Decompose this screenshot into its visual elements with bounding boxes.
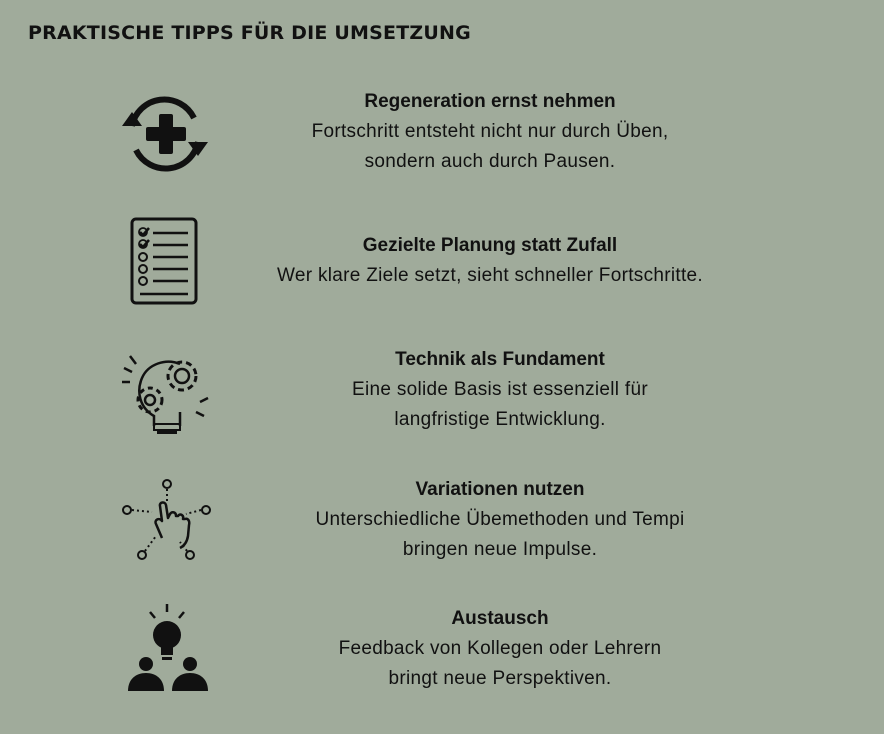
tip-text <box>240 231 740 291</box>
tip-heading: Technik als Fundament <box>395 349 605 370</box>
tip-text <box>270 87 710 177</box>
tip-line: bringen neue Impulse. <box>402 539 598 560</box>
tip-text <box>290 345 710 435</box>
tip-line: Unterschiedliche Übemethoden und Tempi <box>315 509 685 530</box>
tip-line: langfristige Entwicklung. <box>394 409 606 430</box>
tip-heading: Regeneration ernst nehmen <box>364 91 616 112</box>
tip-text <box>290 604 710 694</box>
tip-heading: Variationen nutzen <box>415 479 585 500</box>
recovery-cycle-plus-icon <box>110 84 220 184</box>
tip-line: Fortschritt entsteht nicht nur durch Üben, <box>311 121 669 142</box>
tip-heading: Austausch <box>451 608 549 629</box>
tip-line: Feedback von Kollegen oder Lehrern <box>338 638 662 659</box>
gears-lightbulb-icon <box>110 342 220 442</box>
checklist-icon <box>110 214 220 314</box>
tip-line: Wer klare Ziele setzt, sieht schneller Fortschritte. <box>277 265 703 286</box>
tip-text <box>270 475 730 565</box>
page-title: PRAKTISCHE TIPPS FÜR DIE UMSETZUNG <box>28 22 471 44</box>
hand-network-icon <box>110 472 220 572</box>
tip-line: Eine solide Basis ist essenziell für <box>352 379 648 400</box>
tip-line: sondern auch durch Pausen. <box>364 151 616 172</box>
people-idea-icon <box>110 601 220 701</box>
tip-heading: Gezielte Planung statt Zufall <box>362 235 618 256</box>
tip-line: bringt neue Perspektiven. <box>388 668 612 689</box>
